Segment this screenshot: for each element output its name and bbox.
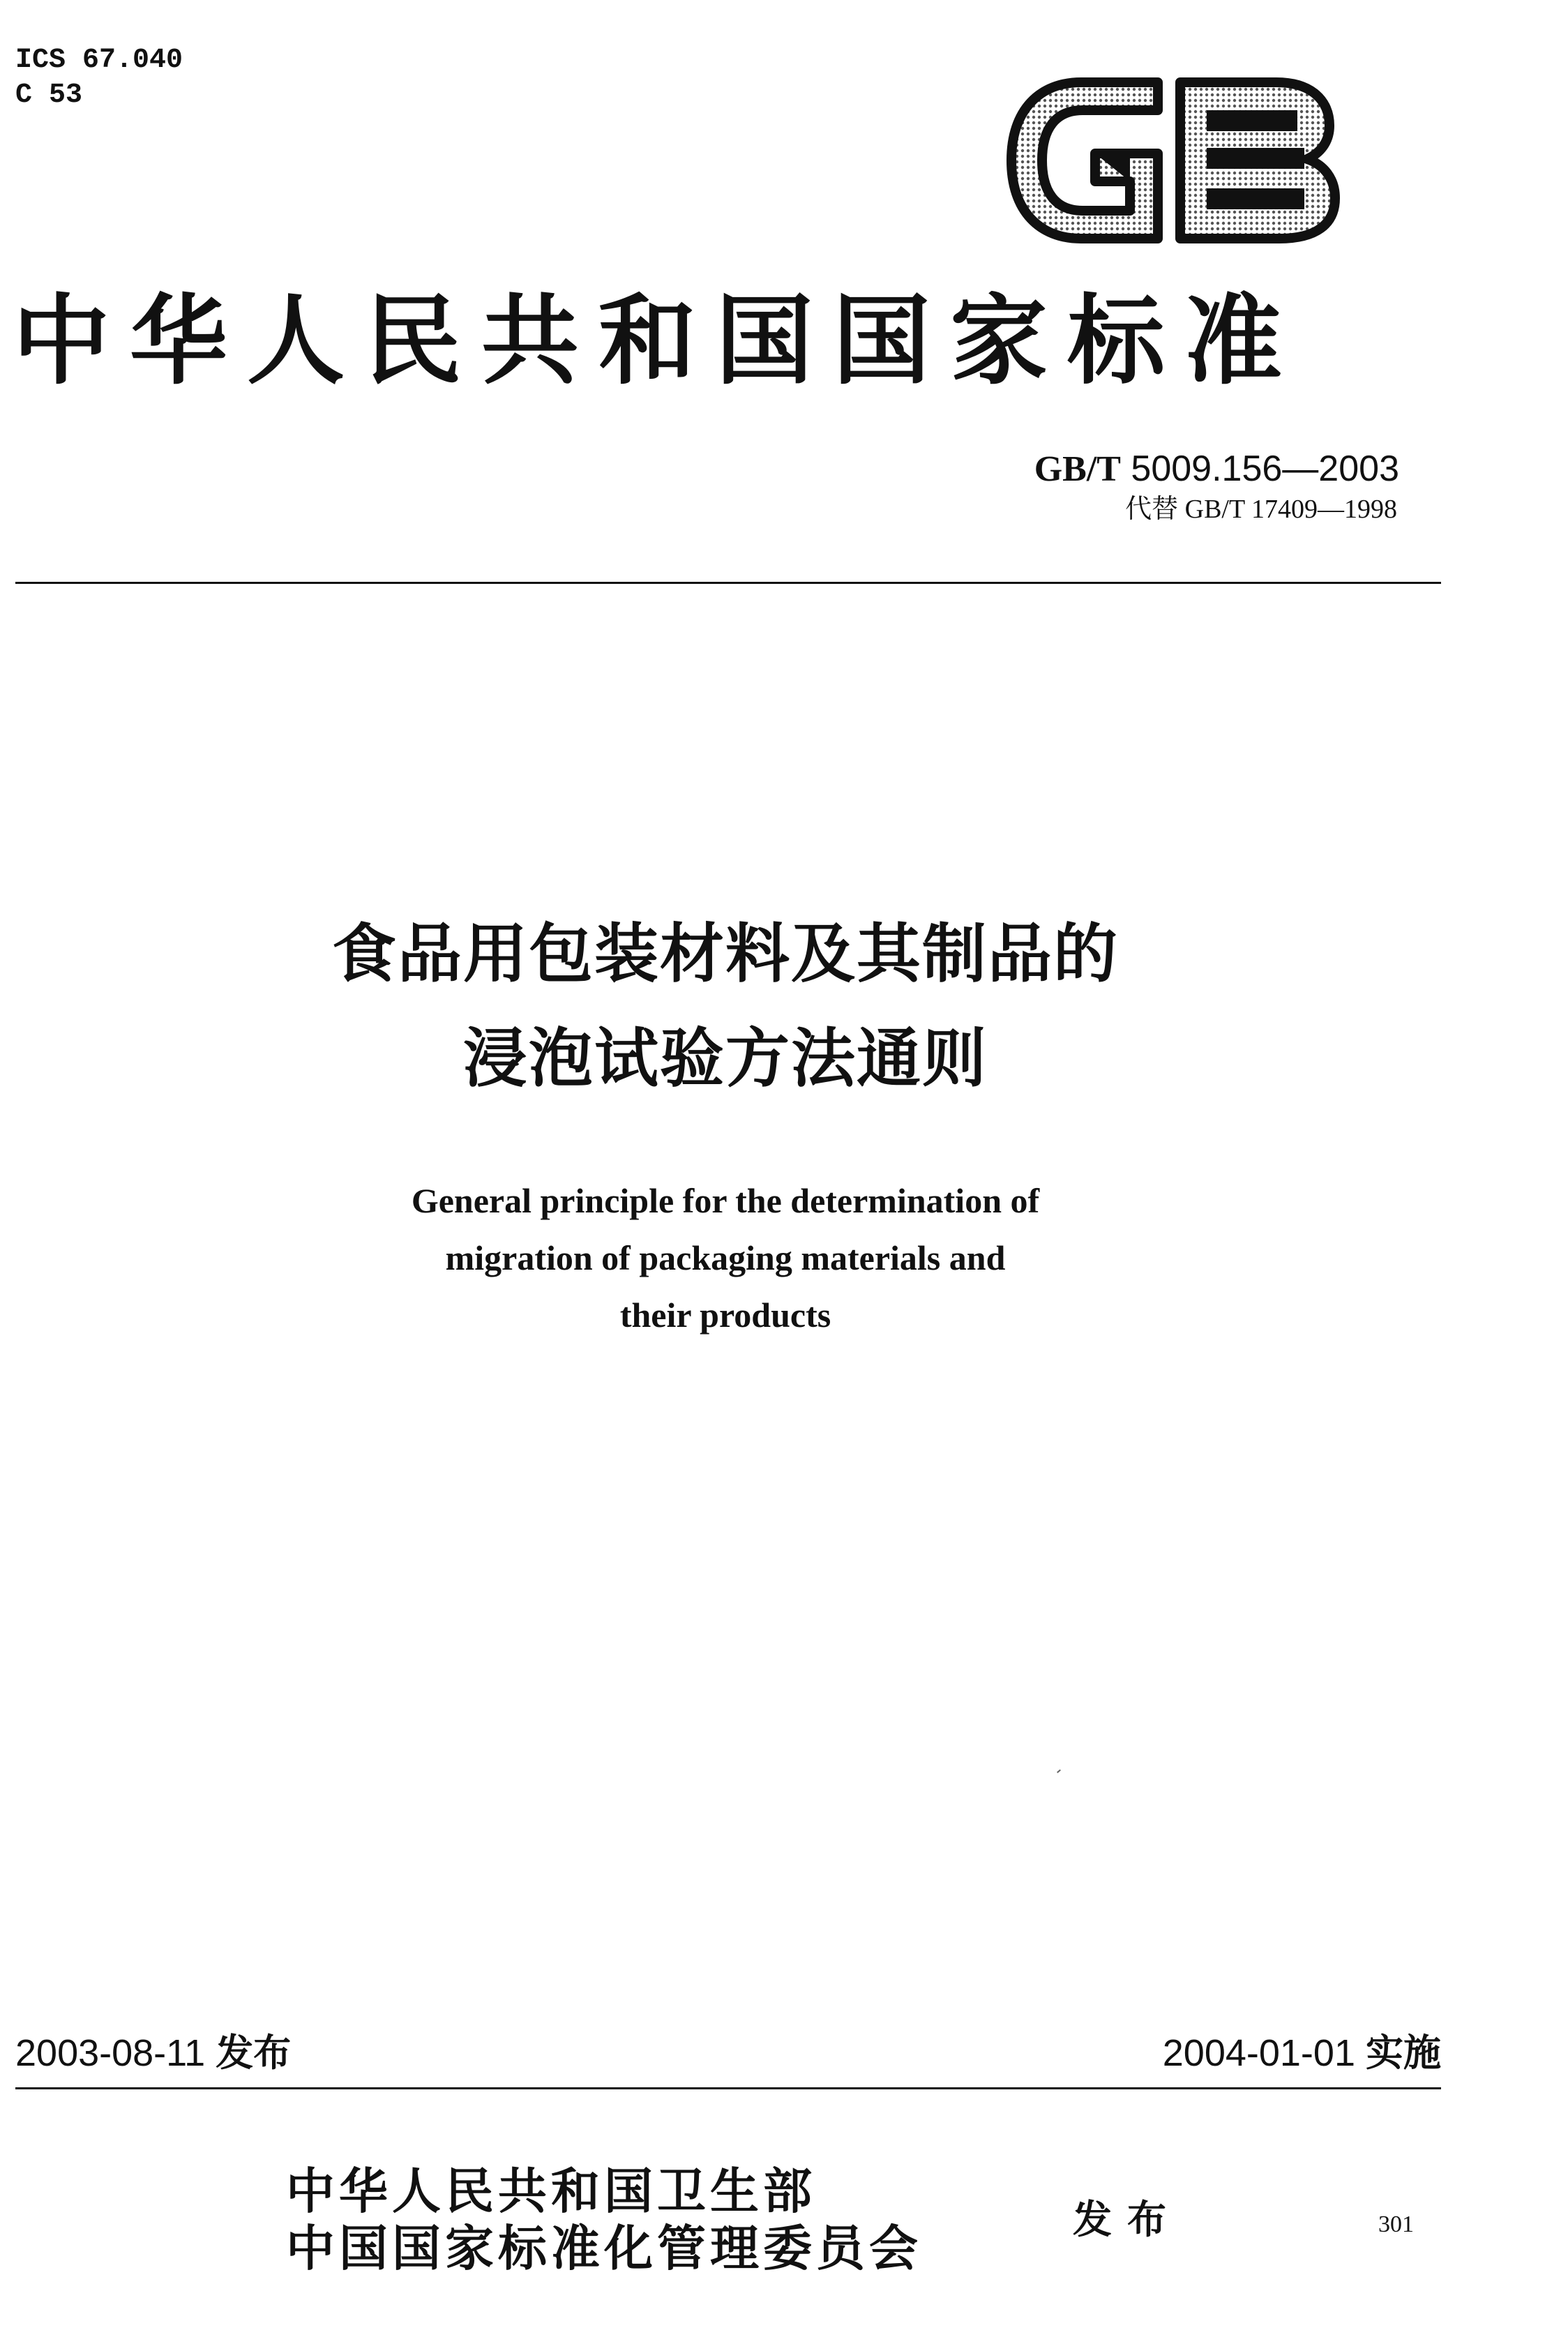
header-divider xyxy=(15,582,1441,584)
title-zh-line-2: 浸泡试验方法通则 xyxy=(462,1021,988,1096)
publish-verb: 发布 xyxy=(1073,2198,1182,2243)
replaced-standard: 代替 GB/T 17409—1998 xyxy=(1125,495,1397,524)
title-en-line-3: their products xyxy=(619,1295,831,1335)
issue-date-value: 2003-08-11 xyxy=(15,2032,206,2074)
ccs-code: C 53 xyxy=(15,80,83,111)
scan-speck xyxy=(1057,1769,1061,1773)
issue-date-label: 发布 xyxy=(216,2031,292,2075)
ics-code: ICS 67.040 xyxy=(15,45,183,76)
page-number: 301 xyxy=(1378,2211,1414,2237)
classification-codes xyxy=(15,43,183,113)
standard-number xyxy=(1034,446,1399,492)
gb-logo-icon xyxy=(997,70,1346,251)
standard-code: 5009.156—2003 xyxy=(1131,449,1399,489)
issue-date xyxy=(15,2029,291,2078)
implementation-date xyxy=(1163,2029,1441,2078)
title-en-line-2: migration of packaging materials and xyxy=(445,1238,1006,1277)
title-zh-line-1: 食品用包装材料及其制品的 xyxy=(331,917,1119,991)
implementation-date-label: 实施 xyxy=(1366,2031,1441,2075)
implementation-date-value: 2004-01-01 xyxy=(1162,2032,1355,2074)
publishers xyxy=(286,2163,922,2277)
publisher-line-1: 中华人民共和国卫生部 xyxy=(286,2163,816,2220)
footer-divider xyxy=(15,2087,1441,2089)
standard-prefix: GB/T xyxy=(1034,449,1121,489)
publisher-line-2: 中国国家标准化管理委员会 xyxy=(286,2220,922,2277)
title-en-line-1: General principle for the determination of xyxy=(411,1181,1040,1220)
organization-title: 中华人民共和国国家标准 xyxy=(13,285,1302,398)
